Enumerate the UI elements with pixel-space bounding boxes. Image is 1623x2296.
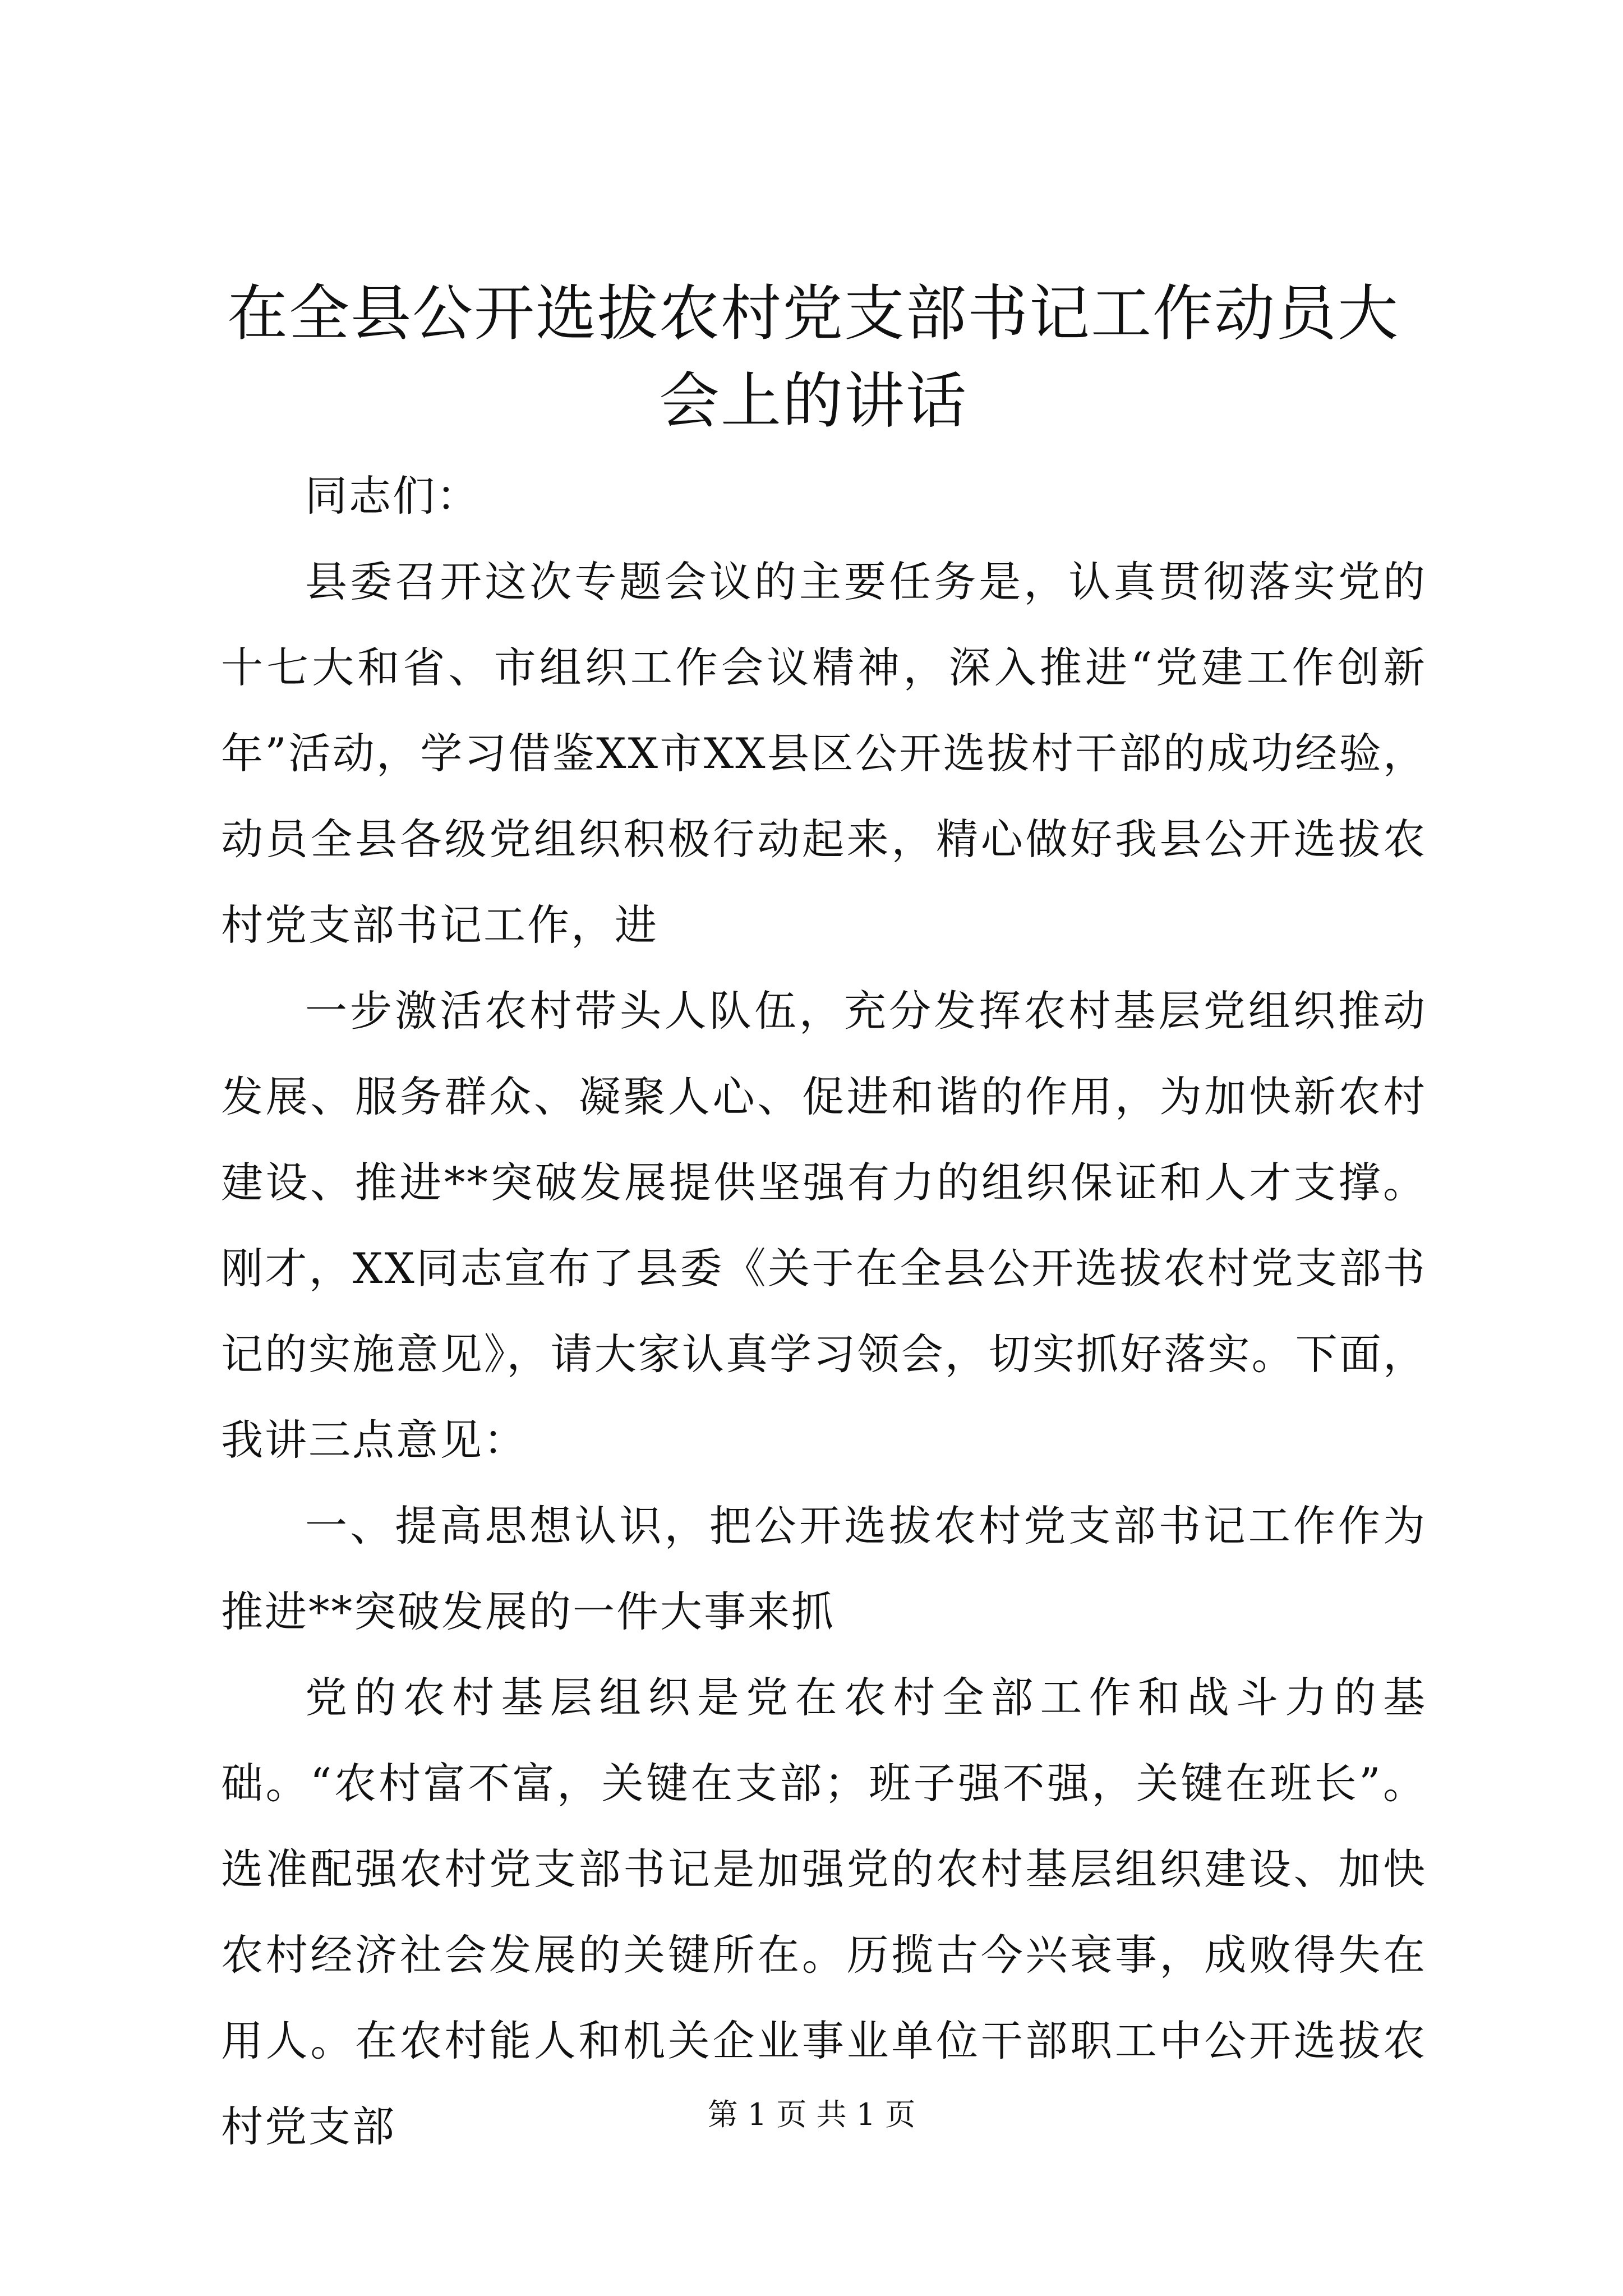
paragraph: 县委召开这次专题会议的主要任务是，认真贯彻落实党的十七大和省、市组织工作会议精神，深入推进“党建工作创新年”活动，学习借鉴XX市XX县区公开选拔村干部的成功经验，动员全县各级党组织积极行动起来，精心做好我县公开选拔农村党支部书记工作，进 xyxy=(221,557,1427,950)
page-footer: 第 1 页 共 1 页 xyxy=(707,2097,916,2132)
paragraph: 党的农村基层组织是党在农村全部工作和战斗力的基础。“农村富不富，关键在支部；班子强不强，关键在班长”。选准配强农村党支部书记是加强党的农村基层组织建设、加快农村经济社会发展的关键所在。历揽古今兴衰事，成败得失在用人。在农村能人和机关企业事业单位干部职工中公开选拔农村党支部 xyxy=(221,1673,1427,2151)
paragraph: 一步激活农村带头人队伍，充分发挥农村基层党组织推动发展、服务群众、凝聚人心、促进和谐的作用，为加快新农村建设、推进**突破发展提供坚强有力的组织保证和人才支撑。刚才，XX同志宣布了县委《关于在全县公开选拔农村党支部书记的实施意见》，请大家认真学习领会，切实抓好落实。下面，我讲三点意见： xyxy=(221,986,1427,1465)
document-body xyxy=(221,453,1427,2170)
section-heading: 一、提高思想认识，把公开选拔农村党支部书记工作作为推进**突破发展的一件大事来抓 xyxy=(221,1501,1427,1636)
document-title: 在全县公开选拔农村党支部书记工作动员大会上的讲话 xyxy=(227,279,1399,436)
paragraph-salutation: 同志们： xyxy=(305,471,481,521)
